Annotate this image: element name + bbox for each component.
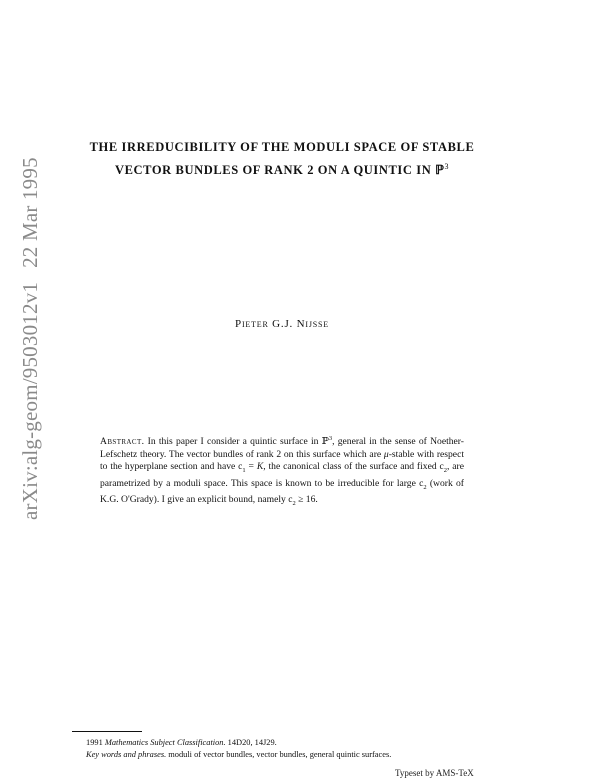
abstract-text-4: =: [245, 461, 257, 473]
abstract-sup-1: 3: [328, 435, 333, 442]
footnote-rule: [72, 731, 142, 732]
arxiv-date: 22 Mar 1995: [18, 157, 42, 268]
abstract-mu: μ: [383, 448, 389, 460]
footnote-kw-label: Key words and phrases.: [86, 750, 167, 759]
footnote-msc: [86, 737, 506, 749]
author-name-text: Pieter G.J. Nijsse: [235, 318, 329, 330]
footnote-keywords: [86, 749, 506, 761]
footnote-year: 1991: [86, 738, 103, 747]
arxiv-sidebar-stamp: [18, 157, 43, 520]
title-superscript: 3: [444, 162, 450, 171]
abstract-label: Abstract.: [100, 436, 145, 448]
arxiv-id: arXiv:alg-geom/9503012v1: [18, 281, 42, 520]
abstract-text-6: , are parametrized by a moduli space. This space is known to be irreducible for large c: [100, 461, 465, 489]
typeset-by-line: Typeset by AMS-TeX: [395, 768, 474, 778]
abstract-text-1: In this paper I consider a quintic surface in ℙ: [147, 436, 329, 448]
abstract-k: K: [256, 461, 264, 473]
author-name: [70, 318, 494, 330]
footnote-kw-text: moduli of vector bundles, vector bundles, general quintic surfaces.: [168, 750, 392, 759]
abstract-sub-4: 2: [292, 500, 296, 508]
abstract-text-3: -stable with respect to the hyperplane section and have c: [100, 448, 464, 473]
title-line-1: THE IRREDUCIBILITY OF THE MODULI SPACE OF STABLE: [89, 140, 475, 154]
abstract-text-2: , general in the sense of Noether-Lefschetz theory. The vector bundles of rank 2 on this surface which are: [100, 436, 464, 460]
footnote: [86, 737, 506, 761]
footnote-msc-codes: 14D20, 14J29.: [227, 738, 277, 747]
abstract: [100, 433, 464, 511]
abstract-sub-3: 2: [423, 483, 427, 491]
abstract-text-5: , the canonical class of the surface and fixed c: [263, 461, 444, 473]
abstract-text-7: (work of K.G. O'Grady). I give an explicit bound, namely c: [100, 477, 464, 506]
abstract-sub-2: 2: [443, 467, 448, 475]
abstract-text-8: ≥ 16.: [295, 494, 318, 506]
abstract-sub-1: 1: [242, 467, 246, 475]
paper-title: [70, 138, 494, 180]
title-line-2: [70, 157, 494, 180]
footnote-msc-label: Mathematics Subject Classification.: [104, 738, 226, 747]
title-line-2-text: VECTOR BUNDLES OF RANK 2 ON A QUINTIC IN ℙ: [114, 163, 445, 178]
